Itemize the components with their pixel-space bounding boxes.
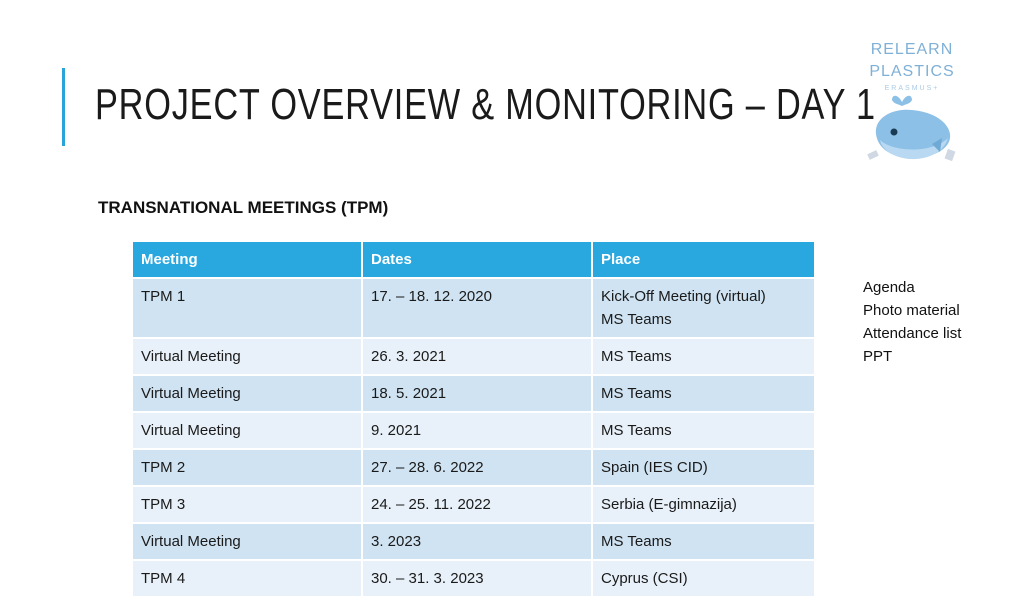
header-dates: Dates bbox=[362, 241, 592, 278]
cell-place: Serbia (E-gimnazija) bbox=[592, 486, 815, 523]
logo-text-plastics: PLASTICS bbox=[869, 63, 955, 80]
logo-text-relearn: RELEARN bbox=[870, 41, 954, 58]
cell-place: Cyprus (CSI) bbox=[592, 560, 815, 597]
cell-dates: 9. 2021 bbox=[362, 412, 592, 449]
table-header-row bbox=[132, 241, 815, 278]
table-row bbox=[132, 449, 815, 486]
cell-meeting: TPM 4 bbox=[132, 560, 362, 597]
relearn-plastics-logo bbox=[862, 34, 962, 166]
cell-place: MS Teams bbox=[592, 412, 815, 449]
cell-dates: 30. – 31. 3. 2023 bbox=[362, 560, 592, 597]
cell-dates: 26. 3. 2021 bbox=[362, 338, 592, 375]
logo-text-erasmus: ERASMUS+ bbox=[884, 85, 940, 92]
list-item-photo-material: Photo material bbox=[863, 302, 960, 319]
list-item-agenda: Agenda bbox=[863, 279, 915, 296]
title-accent-bar bbox=[62, 68, 65, 146]
slide-title: PROJECT OVERVIEW & MONITORING – DAY 1 bbox=[95, 80, 876, 129]
header-place: Place bbox=[592, 241, 815, 278]
list-item-ppt: PPT bbox=[863, 348, 893, 365]
table-row bbox=[132, 278, 815, 338]
cell-meeting: Virtual Meeting bbox=[132, 523, 362, 560]
table-row bbox=[132, 560, 815, 597]
section-subtitle: TRANSNATIONAL MEETINGS (TPM) bbox=[98, 198, 389, 217]
header-meeting: Meeting bbox=[132, 241, 362, 278]
cell-place: MS Teams bbox=[592, 523, 815, 560]
materials-list bbox=[863, 276, 961, 368]
cell-meeting: TPM 2 bbox=[132, 449, 362, 486]
cell-meeting: TPM 3 bbox=[132, 486, 362, 523]
cell-place: MS Teams bbox=[592, 375, 815, 412]
table-row bbox=[132, 338, 815, 375]
meetings-table bbox=[131, 240, 816, 598]
cell-meeting: Virtual Meeting bbox=[132, 375, 362, 412]
table-row bbox=[132, 412, 815, 449]
cell-dates: 17. – 18. 12. 2020 bbox=[362, 278, 592, 338]
whale-icon bbox=[867, 96, 955, 161]
cell-dates: 27. – 28. 6. 2022 bbox=[362, 449, 592, 486]
cell-dates: 24. – 25. 11. 2022 bbox=[362, 486, 592, 523]
cell-place: MS Teams bbox=[592, 338, 815, 375]
cell-meeting: TPM 1 bbox=[132, 278, 362, 338]
cell-dates: 18. 5. 2021 bbox=[362, 375, 592, 412]
table-row bbox=[132, 523, 815, 560]
cell-meeting: Virtual Meeting bbox=[132, 412, 362, 449]
table-row bbox=[132, 486, 815, 523]
cell-place: Spain (IES CID) bbox=[592, 449, 815, 486]
table-row bbox=[132, 375, 815, 412]
cell-meeting: Virtual Meeting bbox=[132, 338, 362, 375]
cell-dates: 3. 2023 bbox=[362, 523, 592, 560]
list-item-attendance-list: Attendance list bbox=[863, 325, 962, 342]
cell-place: Kick-Off Meeting (virtual) MS Teams bbox=[592, 278, 815, 338]
